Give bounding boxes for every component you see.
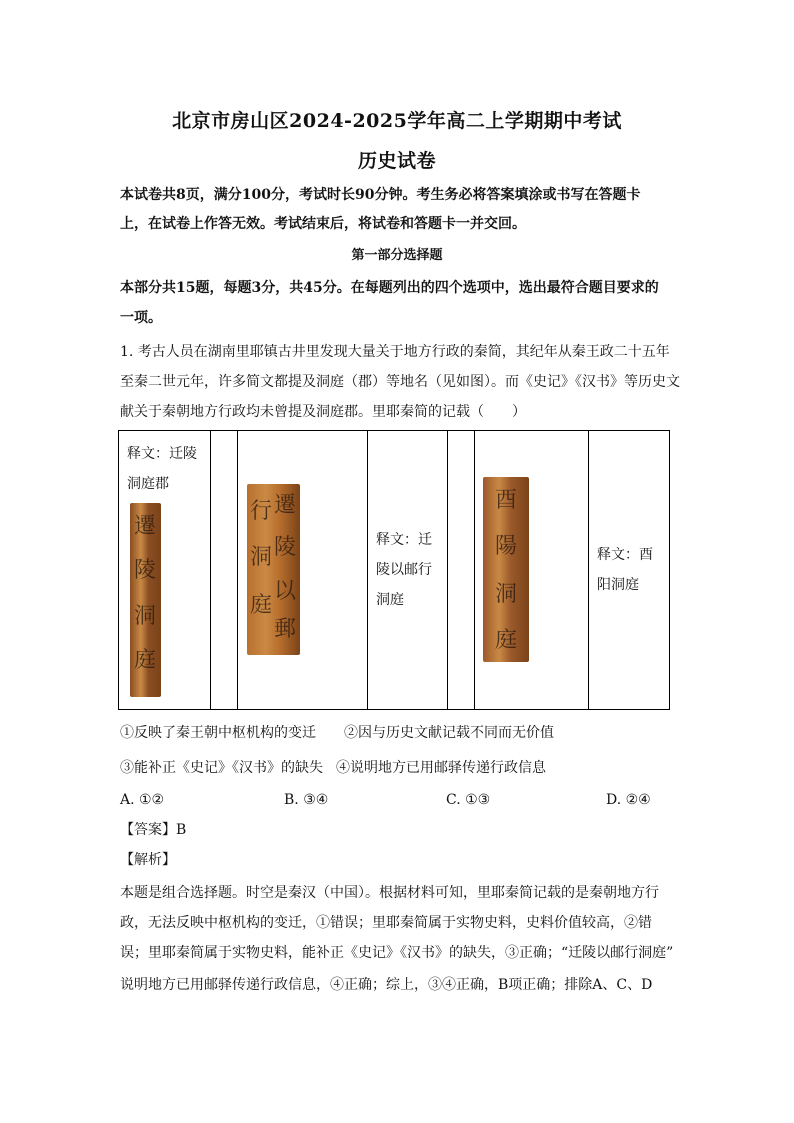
statement-3: ③能补正《史记》《汉书》的缺失 — [120, 760, 323, 776]
option-d: D. ②④ — [606, 792, 651, 808]
option-a: A. ①② — [120, 792, 165, 808]
empty-cell — [211, 431, 238, 710]
bamboo-slip-image-1: 遷 陵 洞 庭 — [130, 503, 161, 697]
bamboo-slips-figure — [118, 430, 670, 710]
answer-line: 【答案】B — [120, 822, 187, 838]
section-desc-line-2: 一项。 — [120, 310, 162, 326]
statement-2: ②因与历史文献记载不同而无价值 — [344, 725, 554, 741]
option-b: B. ③④ — [284, 792, 329, 808]
instructions-line-1: 本试卷共8页，满分100分，考试时长90分钟。考生务必将答案填涂或书写在答题卡 — [120, 187, 641, 203]
slip-3-caption-line-2: 阳洞庭 — [597, 577, 639, 593]
option-c: C. ①③ — [446, 792, 491, 808]
bamboo-slip-image-2: 遷 陵 以 郵 行 洞 庭 — [247, 484, 300, 655]
question-stem-line-2: 至秦二世元年，许多简文都提及洞庭（郡）等地名（见如图）。而《史记》《汉书》等历史文 — [120, 374, 680, 390]
exam-title: 北京市房山区2024-2025学年高二上学期期中考试 — [172, 110, 622, 132]
slip-3-caption-cell — [589, 431, 670, 710]
section-title: 第一部分选择题 — [351, 248, 443, 263]
exam-subtitle: 历史试卷 — [357, 150, 436, 172]
slip-2-caption-line-2: 陵以邮行 — [376, 562, 432, 578]
slip-2-caption-line-1: 释文：迁 — [376, 532, 432, 548]
slip-1-caption-line-1: 释文：迁陵 — [127, 446, 197, 462]
statement-4: ④说明地方已用邮驿传递行政信息 — [336, 760, 546, 776]
slip-2-caption-cell — [368, 431, 448, 710]
slip-1-caption-line-2: 洞庭郡 — [127, 476, 169, 492]
analysis-label: 【解析】 — [120, 852, 176, 868]
analysis-line-2: 政，无法反映中枢机构的变迁，①错误；里耶秦简属于实物史料，史料价值较高，②错 — [120, 915, 652, 931]
analysis-line-4: 说明地方已用邮驿传递行政信息，④正确；综上，③④正确，B项正确；排除A、C、D — [120, 977, 653, 993]
slip-3-caption-line-1: 释文：酉 — [597, 547, 653, 563]
bamboo-slip-image-3: 酉 陽 洞 庭 — [483, 477, 529, 662]
statement-1: ①反映了秦王朝中枢机构的变迁 — [120, 725, 316, 741]
analysis-line-3: 误；里耶秦简属于实物史料，能补正《史记》《汉书》的缺失，③正确；“迁陵以邮行洞庭” — [120, 945, 674, 961]
instructions-line-2: 上，在试卷上作答无效。考试结束后，将试卷和答题卡一并交回。 — [120, 216, 526, 232]
question-stem-line-3: 献关于秦朝地方行政均未曾提及洞庭郡。里耶秦简的记载（ ） — [120, 404, 526, 420]
analysis-line-1: 本题是组合选择题。时空是秦汉（中国）。根据材料可知，里耶秦简记载的是秦朝地方行 — [120, 885, 659, 901]
section-desc-line-1: 本部分共15题，每题3分，共45分。在每题列出的四个选项中，选出最符合题目要求的 — [120, 280, 659, 296]
question-stem-line-1: 1. 考古人员在湖南里耶镇古井里发现大量关于地方行政的秦简，其纪年从秦王政二十五年 — [120, 344, 670, 360]
empty-cell — [448, 431, 475, 710]
slip-2-caption-line-3: 洞庭 — [376, 592, 404, 608]
